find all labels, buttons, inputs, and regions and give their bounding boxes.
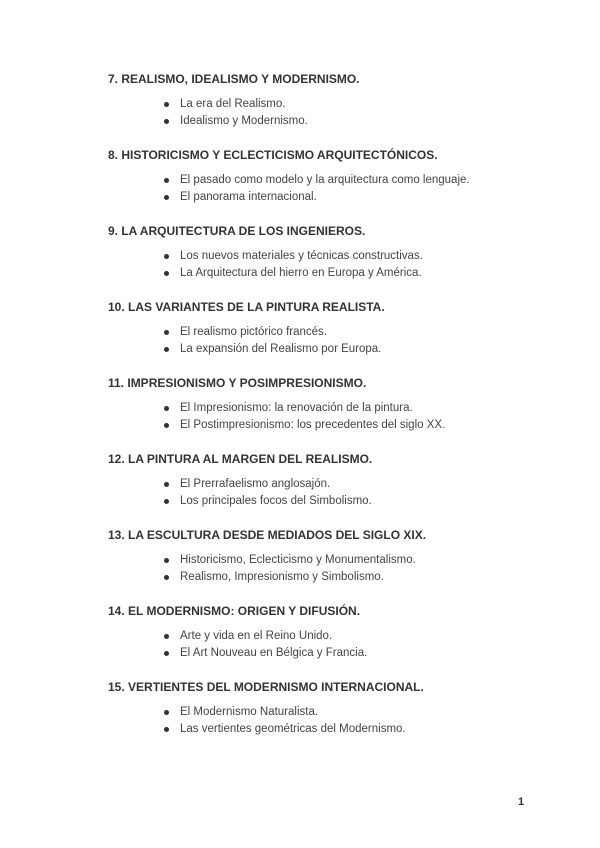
- list-item: [164, 189, 470, 206]
- list-item: [164, 569, 416, 586]
- page-number: 1: [518, 796, 525, 808]
- bullet-icon: [164, 482, 169, 487]
- list-item-text: Los principales focos del Simbolismo.: [180, 494, 372, 507]
- bullet-icon: [164, 423, 169, 428]
- section-13: [108, 527, 560, 583]
- section-heading: 11. IMPRESIONISMO Y POSIMPRESIONISMO.: [108, 376, 367, 390]
- list-item-text: El Postimpresionismo: los precedentes del siglo XX.: [180, 418, 446, 431]
- section-heading: 15. VERTIENTES DEL MODERNISMO INTERNACIONAL.: [108, 680, 424, 694]
- section-heading: 12. LA PINTURA AL MARGEN DEL REALISMO.: [108, 452, 373, 466]
- list-item-text: Las vertientes geométricas del Modernismo.: [180, 722, 406, 735]
- bullet-list: [164, 248, 423, 281]
- bullet-icon: [164, 330, 169, 335]
- list-item-text: La expansión del Realismo por Europa.: [180, 342, 382, 355]
- list-item-text: El Modernismo Naturalista.: [180, 706, 319, 718]
- bullet-icon: [164, 634, 169, 639]
- bullet-list: [164, 324, 381, 357]
- section-heading: 13. LA ESCULTURA DESDE MEDIADOS DEL SIGLO XIX.: [108, 528, 427, 542]
- list-item-text: El Prerrafaelismo anglosajón.: [180, 478, 331, 490]
- section-8: [108, 147, 560, 203]
- list-item-text: Realismo, Impresionismo y Simbolismo.: [180, 570, 384, 583]
- list-item-text: Idealismo y Modernismo.: [180, 114, 308, 127]
- section-11: [108, 375, 560, 431]
- section-15: [108, 679, 560, 735]
- list-item: [164, 645, 367, 662]
- list-item-text: El Impresionismo: la renovación de la pintura.: [180, 402, 413, 414]
- list-item: [164, 417, 445, 434]
- bullet-icon: [164, 102, 169, 107]
- bullet-list: [164, 96, 308, 129]
- bullet-icon: [164, 178, 169, 183]
- bullet-icon: [164, 406, 169, 411]
- section-14: [108, 603, 560, 659]
- list-item-text: El pasado como modelo y la arquitectura como lenguaje.: [180, 174, 470, 186]
- bullet-list: [164, 172, 470, 205]
- bullet-icon: [164, 575, 169, 580]
- list-item-text: El panorama internacional.: [180, 190, 317, 203]
- bullet-list: [164, 552, 416, 585]
- list-item-text: El realismo pictórico francés.: [180, 326, 327, 338]
- list-item: [164, 341, 381, 358]
- list-item-text: Arte y vida en el Reino Unido.: [180, 630, 333, 642]
- bullet-icon: [164, 271, 169, 276]
- list-item-text: Historicismo, Eclecticismo y Monumentalismo.: [180, 554, 416, 566]
- bullet-icon: [164, 710, 169, 715]
- list-item: [164, 113, 308, 130]
- list-item: [164, 400, 445, 417]
- bullet-list: [164, 476, 372, 509]
- list-item: [164, 493, 372, 510]
- list-item-text: La Arquitectura del hierro en Europa y América.: [180, 266, 422, 279]
- list-item: [164, 96, 308, 113]
- list-item: [164, 324, 381, 341]
- list-item: [164, 248, 423, 265]
- section-7: [108, 71, 560, 127]
- list-item: [164, 265, 423, 282]
- list-item: [164, 628, 367, 645]
- bullet-list: [164, 400, 445, 433]
- section-10: [108, 299, 560, 355]
- bullet-icon: [164, 119, 169, 124]
- bullet-list: [164, 704, 406, 737]
- list-item: [164, 704, 406, 721]
- bullet-icon: [164, 195, 169, 200]
- bullet-list: [164, 628, 367, 661]
- section-heading: 14. EL MODERNISMO: ORIGEN Y DIFUSIÓN.: [108, 604, 361, 618]
- bullet-icon: [164, 651, 169, 656]
- bullet-icon: [164, 254, 169, 259]
- bullet-icon: [164, 558, 169, 563]
- list-item-text: Los nuevos materiales y técnicas constructivas.: [180, 250, 423, 262]
- section-heading: 10. LAS VARIANTES DE LA PINTURA REALISTA.: [108, 300, 385, 314]
- section-12: [108, 451, 560, 507]
- section-heading: 9. LA ARQUITECTURA DE LOS INGENIEROS.: [108, 224, 366, 238]
- list-item: [164, 172, 470, 189]
- list-item: [164, 476, 372, 493]
- bullet-icon: [164, 727, 169, 732]
- bullet-icon: [164, 499, 169, 504]
- bullet-icon: [164, 347, 169, 352]
- list-item: [164, 721, 406, 738]
- section-heading: 8. HISTORICISMO Y ECLECTICISMO ARQUITECTÓNICOS.: [108, 148, 438, 162]
- section-9: [108, 223, 560, 279]
- list-item: [164, 552, 416, 569]
- list-item-text: El Art Nouveau en Bélgica y Francia.: [180, 646, 368, 659]
- section-heading: 7. REALISMO, IDEALISMO Y MODERNISMO.: [108, 72, 360, 86]
- list-item-text: La era del Realismo.: [180, 98, 286, 110]
